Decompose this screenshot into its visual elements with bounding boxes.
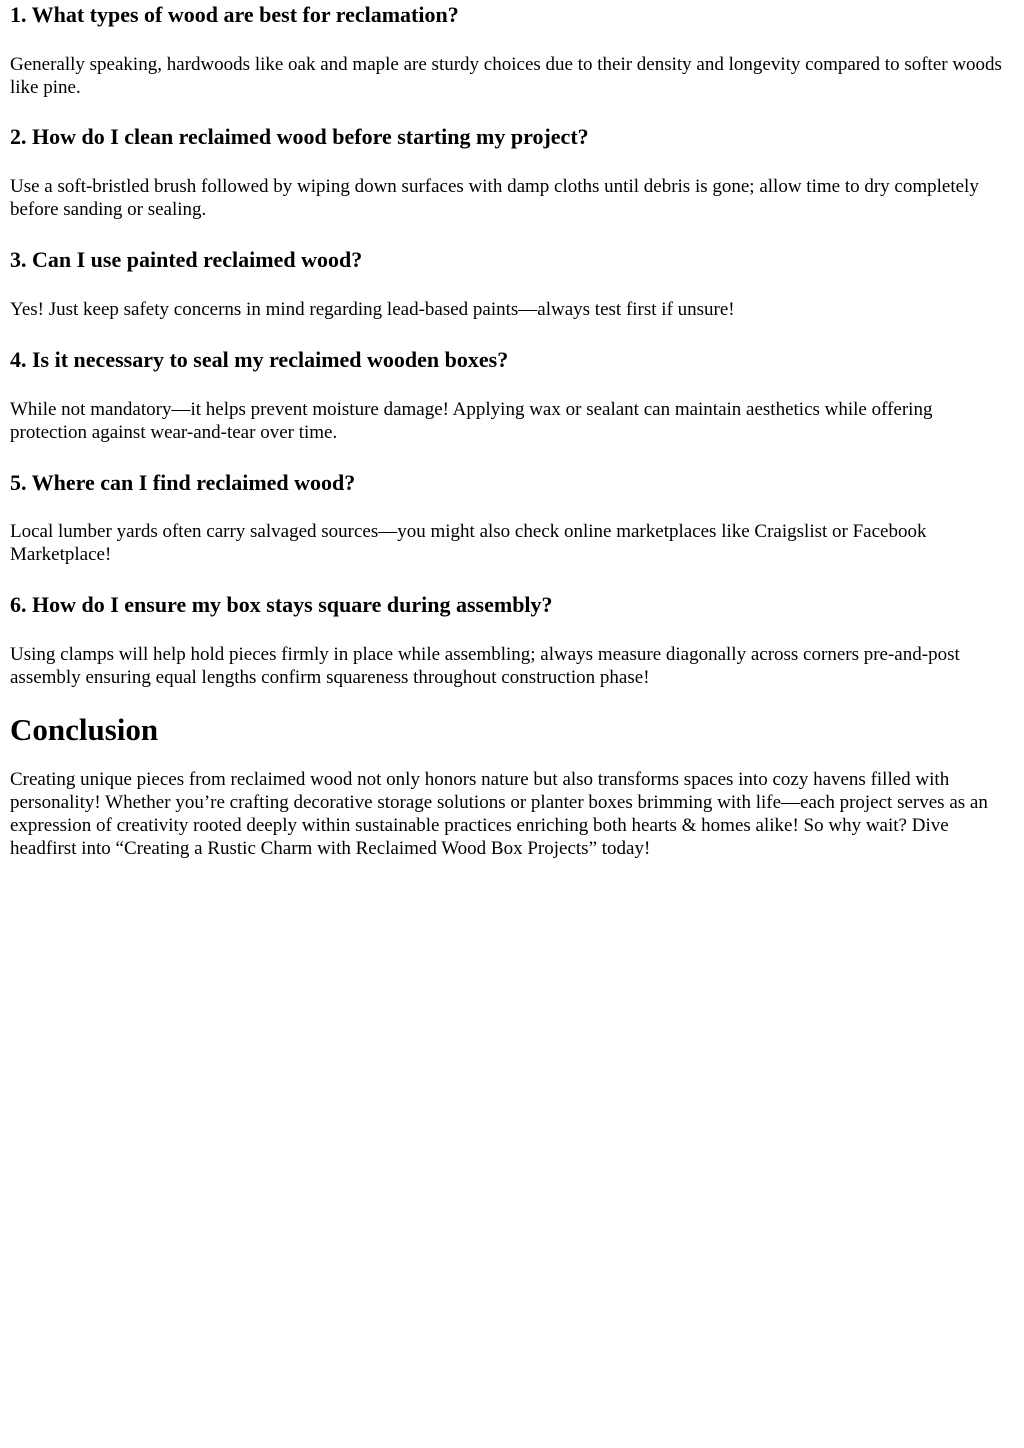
faq-answer-4: While not mandatory—it helps prevent moisture damage! Applying wax or sealant can maintain aesthetics while offering protection against wear-and-tear over time.: [10, 399, 933, 443]
faq-answer-3: Yes! Just keep safety concerns in mind regarding lead-based paints—always test first if unsure!: [10, 299, 735, 320]
faq-answer-6: Using clamps will help hold pieces firmly in place while assembling; always measure diagonally across corners pre-and-post assembly ensuring equal lengths confirm squareness throughout construction phase!: [10, 644, 960, 688]
conclusion-heading: Conclusion: [10, 712, 159, 747]
faq-answer-2: Use a soft-bristled brush followed by wiping down surfaces with damp cloths until debris is gone; allow time to dry completely before sanding or sealing.: [10, 176, 979, 220]
conclusion-paragraph: Creating unique pieces from reclaimed wood not only honors nature but also transforms spaces into cozy havens filled with personality! Whether you’re crafting decorative storage solutions or planter boxes brimming with life—each project serves as an expression of creativity rooted deeply within sustainable practices enriching both hearts & homes alike! So why wait? Dive headfirst into “Creating a Rustic Charm with Reclaimed Wood Box Projects” today!: [10, 769, 988, 859]
faq-question-1: 1. What types of wood are best for reclamation?: [10, 2, 459, 27]
article-body: [0, 2, 1024, 860]
faq-answer-5: Local lumber yards often carry salvaged sources—you might also check online marketplaces like Craigslist or Facebook Marketplace!: [10, 521, 927, 565]
faq-question-4: 4. Is it necessary to seal my reclaimed wooden boxes?: [10, 347, 509, 372]
faq-question-3: 3. Can I use painted reclaimed wood?: [10, 247, 363, 272]
faq-question-2: 2. How do I clean reclaimed wood before starting my project?: [10, 124, 589, 149]
faq-question-5: 5. Where can I find reclaimed wood?: [10, 470, 356, 495]
faq-question-6: 6. How do I ensure my box stays square during assembly?: [10, 592, 553, 617]
faq-answer-1: Generally speaking, hardwoods like oak and maple are sturdy choices due to their density and longevity compared to softer woods like pine.: [10, 54, 1002, 98]
